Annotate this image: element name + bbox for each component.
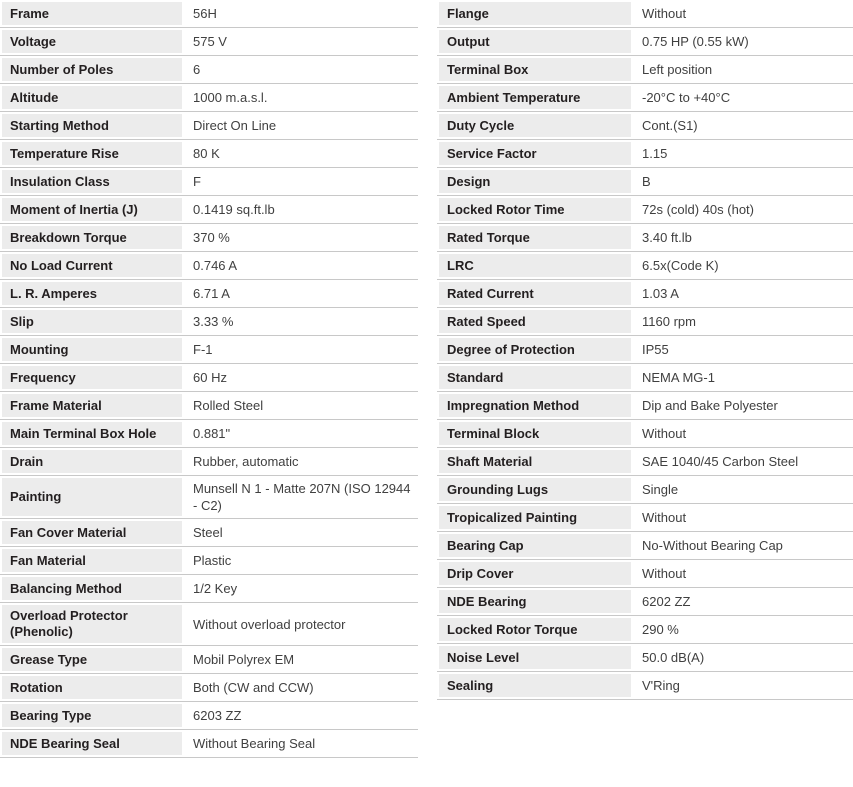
row-label: Insulation Class: [0, 168, 184, 195]
table-row: [437, 504, 853, 532]
row-label: Drip Cover: [437, 560, 633, 587]
row-value: 1.15: [642, 146, 668, 161]
table-row: [0, 674, 418, 702]
row-value: -20°C to +40°C: [642, 90, 731, 105]
spec-table-right: [437, 0, 853, 700]
table-row: [437, 560, 853, 588]
table-row: [437, 196, 853, 224]
table-row: [0, 336, 418, 364]
row-value: IP55: [642, 342, 669, 357]
row-label: Drain: [0, 448, 184, 475]
row-label: Duty Cycle: [437, 112, 633, 139]
row-value: Left position: [642, 62, 713, 77]
row-value: Mobil Polyrex EM: [193, 652, 295, 667]
table-row: [0, 140, 418, 168]
row-label: Sealing: [437, 672, 633, 699]
row-value: F-1: [193, 342, 213, 357]
row-label: Bearing Cap: [437, 532, 633, 559]
table-row: [437, 252, 853, 280]
row-label: Starting Method: [0, 112, 184, 139]
row-value: 6202 ZZ: [642, 594, 691, 609]
table-row: [437, 420, 853, 448]
row-label: Slip: [0, 308, 184, 335]
table-row: [437, 308, 853, 336]
table-row: [437, 56, 853, 84]
table-row: [0, 0, 418, 28]
table-row: [437, 0, 853, 28]
row-label: Shaft Material: [437, 448, 633, 475]
row-label: Locked Rotor Torque: [437, 616, 633, 643]
row-label: Breakdown Torque: [0, 224, 184, 251]
row-label: Noise Level: [437, 644, 633, 671]
row-label: Frequency: [0, 364, 184, 391]
row-value: 1000 m.a.s.l.: [193, 90, 268, 105]
table-row: [0, 476, 418, 519]
row-label: Ambient Temperature: [437, 84, 633, 111]
table-row: [0, 420, 418, 448]
table-row: [0, 702, 418, 730]
row-value: F: [193, 174, 201, 189]
row-value: 60 Hz: [193, 370, 227, 385]
row-label: Balancing Method: [0, 575, 184, 602]
row-label: Number of Poles: [0, 56, 184, 83]
row-label: Painting: [0, 476, 184, 518]
table-row: [437, 28, 853, 56]
row-value: 0.746 A: [193, 258, 238, 273]
table-row: [0, 575, 418, 603]
table-row: [0, 308, 418, 336]
row-value: Steel: [193, 525, 223, 540]
row-label: NDE Bearing Seal: [0, 730, 184, 757]
row-label: Frame Material: [0, 392, 184, 419]
row-value: 6: [193, 62, 201, 77]
row-label: Fan Material: [0, 547, 184, 574]
row-value: Direct On Line: [193, 118, 277, 133]
table-row: [0, 448, 418, 476]
table-row: [437, 112, 853, 140]
row-label: L. R. Amperes: [0, 280, 184, 307]
table-row: [437, 336, 853, 364]
row-value: 3.40 ft.lb: [642, 230, 692, 245]
row-label: Service Factor: [437, 140, 633, 167]
row-value: 6203 ZZ: [193, 708, 242, 723]
row-value: Without overload protector: [193, 616, 346, 632]
table-row: [437, 672, 853, 700]
table-row: [0, 603, 418, 646]
row-label: Terminal Block: [437, 420, 633, 447]
row-value: 80 K: [193, 146, 220, 161]
row-value: Without: [642, 510, 687, 525]
table-row: [437, 448, 853, 476]
row-value: Cont.(S1): [642, 118, 698, 133]
table-row: [0, 168, 418, 196]
table-row: [437, 588, 853, 616]
row-label: Tropicalized Painting: [437, 504, 633, 531]
row-value: 6.5x(Code K): [642, 258, 719, 273]
row-value: Without: [642, 6, 687, 21]
table-row: [437, 644, 853, 672]
row-value: B: [642, 174, 651, 189]
row-value: SAE 1040/45 Carbon Steel: [642, 454, 799, 469]
row-label: Main Terminal Box Hole: [0, 420, 184, 447]
row-value: 0.1419 sq.ft.lb: [193, 202, 275, 217]
row-value: Both (CW and CCW): [193, 680, 314, 695]
row-value: 0.75 HP (0.55 kW): [642, 34, 749, 49]
row-label: Frame: [0, 0, 184, 27]
table-row: [0, 28, 418, 56]
table-row: [437, 476, 853, 504]
row-label: Impregnation Method: [437, 392, 633, 419]
table-row: [0, 364, 418, 392]
row-label: Rated Torque: [437, 224, 633, 251]
row-value: Single: [642, 482, 679, 497]
row-value: 3.33 %: [193, 314, 234, 329]
row-label: Output: [437, 28, 633, 55]
row-label: Degree of Protection: [437, 336, 633, 363]
row-label: Altitude: [0, 84, 184, 111]
row-label: Rated Current: [437, 280, 633, 307]
table-row: [0, 252, 418, 280]
table-row: [0, 224, 418, 252]
row-label: Fan Cover Material: [0, 519, 184, 546]
row-value: 50.0 dB(A): [642, 650, 705, 665]
row-value: Without: [642, 426, 687, 441]
table-row: [437, 140, 853, 168]
table-row: [0, 280, 418, 308]
table-row: [437, 84, 853, 112]
table-row: [0, 547, 418, 575]
row-label: No Load Current: [0, 252, 184, 279]
row-label: Voltage: [0, 28, 184, 55]
row-value: Dip and Bake Polyester: [642, 398, 778, 413]
table-row: [437, 168, 853, 196]
row-label: Grease Type: [0, 646, 184, 673]
row-value: NEMA MG-1: [642, 370, 715, 385]
table-row: [0, 112, 418, 140]
row-label: Mounting: [0, 336, 184, 363]
row-value: 56H: [193, 6, 217, 21]
table-row: [437, 392, 853, 420]
row-value: 1.03 A: [642, 286, 679, 301]
row-value: Plastic: [193, 553, 232, 568]
row-label: Overload Protector (Phenolic): [0, 603, 184, 645]
table-row: [437, 364, 853, 392]
row-value: Munsell N 1 - Matte 207N (ISO 12944 - C2): [193, 481, 411, 513]
row-label: NDE Bearing: [437, 588, 633, 615]
row-label: Rated Speed: [437, 308, 633, 335]
row-value: 575 V: [193, 34, 227, 49]
table-row: [437, 532, 853, 560]
row-label: LRC: [437, 252, 633, 279]
row-value: Without: [642, 566, 687, 581]
row-label: Design: [437, 168, 633, 195]
row-value: 1/2 Key: [193, 581, 238, 596]
row-value: V'Ring: [642, 678, 680, 693]
table-row: [0, 519, 418, 547]
row-label: Standard: [437, 364, 633, 391]
row-value: Without Bearing Seal: [193, 736, 316, 751]
row-value: 72s (cold) 40s (hot): [642, 202, 754, 217]
row-value: 0.881": [193, 426, 231, 441]
row-value: Rolled Steel: [193, 398, 264, 413]
row-value: Rubber, automatic: [193, 454, 299, 469]
table-row: [0, 84, 418, 112]
row-label: Moment of Inertia (J): [0, 196, 184, 223]
spec-table-left: [0, 0, 418, 758]
row-value: 290 %: [642, 622, 679, 637]
row-label: Rotation: [0, 674, 184, 701]
row-value: No-Without Bearing Cap: [642, 538, 783, 553]
table-row: [437, 616, 853, 644]
row-label: Temperature Rise: [0, 140, 184, 167]
table-row: [0, 392, 418, 420]
table-row: [0, 730, 418, 758]
table-row: [0, 56, 418, 84]
row-label: Grounding Lugs: [437, 476, 633, 503]
row-value: 6.71 A: [193, 286, 230, 301]
row-label: Terminal Box: [437, 56, 633, 83]
table-row: [0, 196, 418, 224]
row-value: 1160 rpm: [642, 314, 696, 329]
table-row: [0, 646, 418, 674]
row-label: Locked Rotor Time: [437, 196, 633, 223]
row-label: Flange: [437, 0, 633, 27]
row-label: Bearing Type: [0, 702, 184, 729]
row-value: 370 %: [193, 230, 230, 245]
table-row: [437, 280, 853, 308]
table-row: [437, 224, 853, 252]
